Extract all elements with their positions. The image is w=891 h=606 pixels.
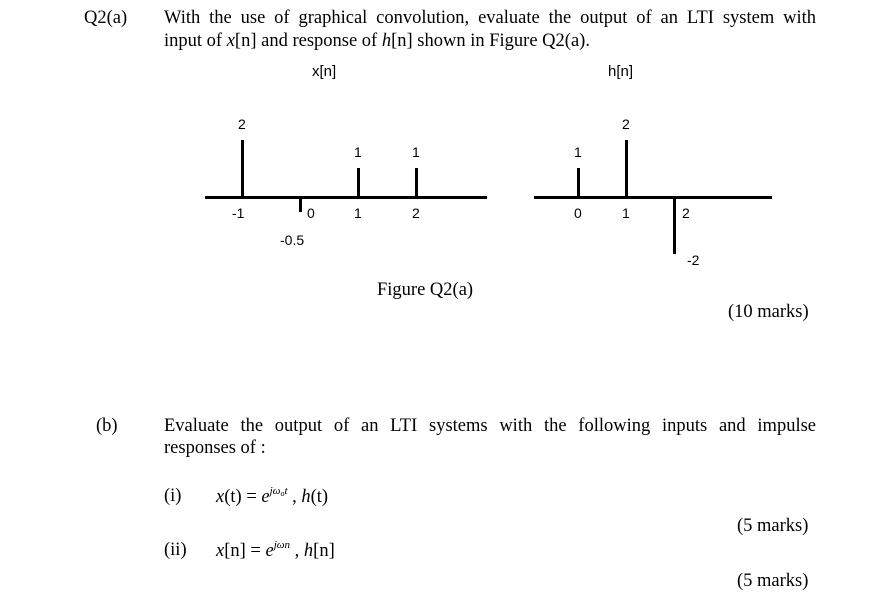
q2a-marks: (10 marks) [728,302,809,322]
hn-value-label: 2 [622,116,630,132]
part-i-equation [216,487,328,508]
part-ii-marks: (5 marks) [737,571,809,591]
part-ii-equation [216,541,335,562]
xn-stem [415,168,418,196]
q2a-h-symbol: h [381,31,392,51]
xn-stem [299,198,302,212]
hn-index-label: 0 [574,205,582,221]
exp-j: j [269,485,273,497]
question-label-b: (b) [96,416,118,436]
eq-equals: = [245,541,266,561]
hn-value-label: -2 [687,252,700,268]
xn-value-label: -0.5 [280,232,305,248]
q2a-x-symbol: x [226,31,235,51]
q2a-text-part: [n] shown in Figure Q2(a). [391,31,590,51]
part-i-marks: (5 marks) [737,516,809,536]
hn-value-label: 1 [574,144,582,160]
q2a-text-line-2 [164,31,590,52]
eq-argument: (t) [224,487,242,507]
exp-t: t [284,485,288,497]
eq-separator: , [287,487,302,507]
exp-omega: ω [272,485,281,497]
hn-plot-title: h[n] [608,63,634,80]
xn-value-label: 1 [412,144,420,160]
hn-stem [673,198,676,254]
eq-equals: = [241,487,262,507]
hn-axis [534,196,772,199]
xn-index-label: 0 [307,205,315,221]
xn-value-label: 1 [354,144,362,160]
hn-index-label: 2 [682,205,690,221]
eq-x-symbol: x [216,487,225,507]
xn-value-label: 2 [238,116,246,132]
eq-h-symbol: h [303,541,314,561]
part-i-label: (i) [164,486,182,506]
part-ii-label: (ii) [164,540,187,560]
question-label-q2a: Q2(a) [84,8,128,28]
hn-stem [625,140,628,196]
eq-argument: [n] [313,541,335,561]
eq-exponent: jωn [273,539,291,551]
q2a-text-line-1: With the use of graphical convolution, evaluate the output of an LTI system with [164,8,816,28]
eq-argument: (t) [310,487,329,507]
q2a-text-part: input of [164,31,227,51]
figure-caption: Figure Q2(a) [377,280,474,300]
hn-index-label: 1 [622,205,630,221]
xn-index-label: 1 [354,205,362,221]
q2b-text-line-1: Evaluate the output of an LTI systems with the following inputs and impulse [164,416,816,436]
q2b-text-line-2: responses of : [164,438,266,458]
exp-subscript: o [280,489,285,498]
eq-e-symbol: e [265,541,274,561]
hn-stem [577,168,580,196]
eq-exponent [270,485,288,497]
q2a-text-part: [n] and response of [234,31,382,51]
xn-index-label: 2 [412,205,420,221]
xn-plot-title: x[n] [312,63,337,80]
xn-stem [357,168,360,196]
xn-axis [205,196,487,199]
eq-argument: [n] [224,541,246,561]
eq-e-symbol: e [261,487,270,507]
xn-stem [241,140,244,196]
xn-index-label: -1 [232,205,245,221]
eq-x-symbol: x [216,541,225,561]
eq-h-symbol: h [301,487,311,507]
eq-separator: , [290,541,304,561]
